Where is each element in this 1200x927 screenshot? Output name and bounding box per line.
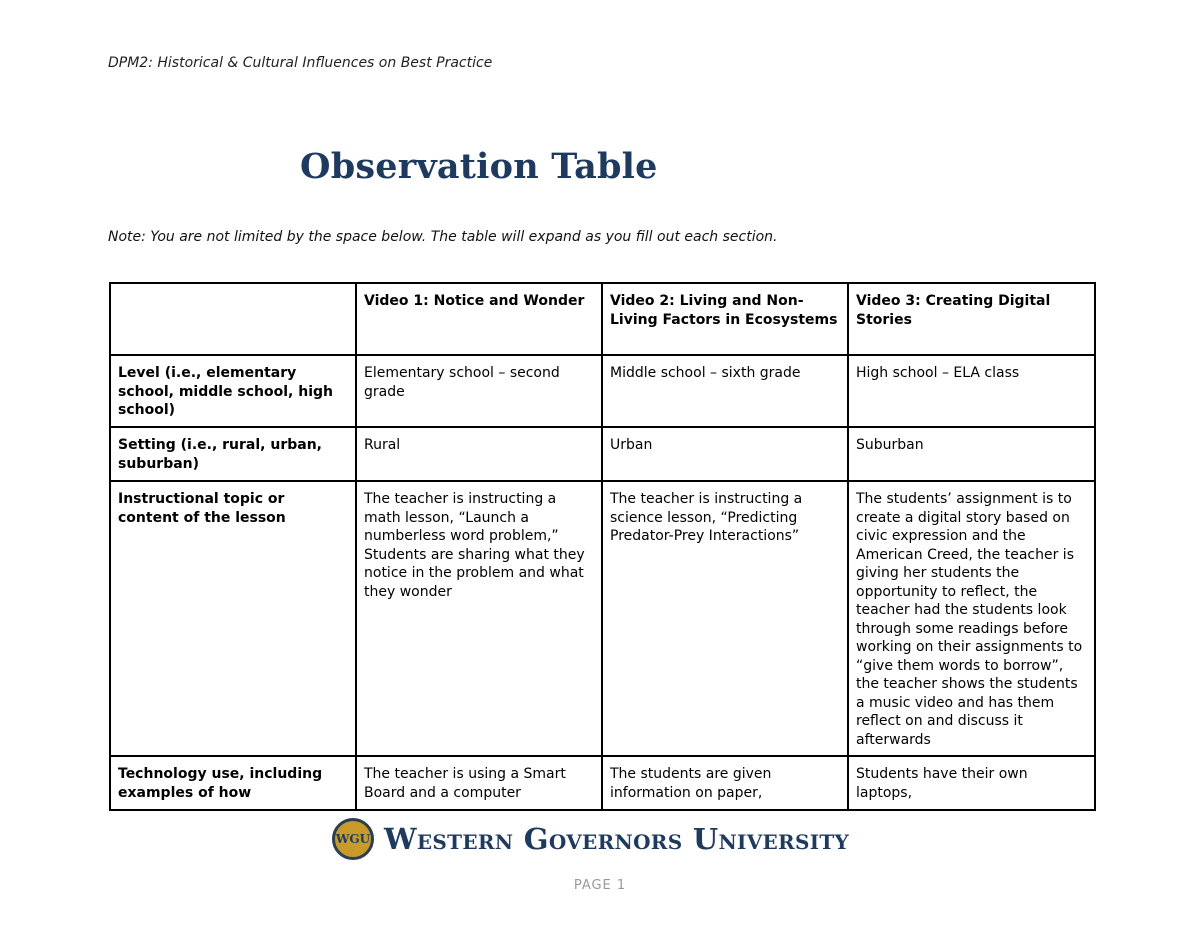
table-cell: Students have their own laptops, (848, 756, 1095, 810)
table-cell: The teacher is instructing a science lesson, “Predicting Predator-Prey Interactions” (602, 481, 848, 756)
table-cell: High school – ELA class (848, 355, 1095, 427)
table-cell: Suburban (848, 427, 1095, 481)
table-row (110, 355, 1095, 427)
column-header-video-2: Video 2: Living and Non-Living Factors in Ecosystems (602, 283, 848, 355)
page-number: PAGE 1 (573, 878, 627, 893)
column-header-video-1: Video 1: Notice and Wonder (356, 283, 602, 355)
table-corner-cell (110, 283, 356, 355)
observation-table (109, 282, 1096, 811)
row-label-technology-use: Technology use, including examples of how (110, 756, 356, 810)
table-row (110, 756, 1095, 810)
university-wordmark: Western Governors University (384, 822, 850, 856)
table-cell: The students are given information on paper, (602, 756, 848, 810)
seal-text: WGU (335, 832, 371, 846)
table-cell: Urban (602, 427, 848, 481)
table-row (110, 481, 1095, 756)
document-header: DPM2: Historical & Cultural Influences on Best Practice (108, 55, 493, 71)
table-cell: Elementary school – second grade (356, 355, 602, 427)
row-label-setting: Setting (i.e., rural, urban, suburban) (110, 427, 356, 481)
table-header-row (110, 283, 1095, 355)
table-cell: The teacher is using a Smart Board and a computer (356, 756, 602, 810)
table-row (110, 427, 1095, 481)
university-seal-icon (332, 818, 374, 860)
table-cell: The students’ assignment is to create a digital story based on civic expression and the American Creed, the teacher is giving her students the opportunity to reflect, the teacher had the students look through some readings before working on their assignments to “give them words to borrow”, the teacher shows the students a music video and has them reflect on and discuss it afterwards (848, 481, 1095, 756)
row-label-level: Level (i.e., elementary school, middle school, high school) (110, 355, 356, 427)
page-title: Observation Table (300, 146, 658, 187)
row-label-instructional-topic: Instructional topic or content of the lesson (110, 481, 356, 756)
instruction-note: Note: You are not limited by the space below. The table will expand as you fill out each section. (108, 229, 778, 245)
table-cell: The teacher is instructing a math lesson, “Launch a numberless word problem,” Students are sharing what they notice in the problem and what they wonder (356, 481, 602, 756)
university-logo (332, 816, 849, 862)
column-header-video-3: Video 3: Creating Digital Stories (848, 283, 1095, 355)
table-cell: Rural (356, 427, 602, 481)
table-cell: Middle school – sixth grade (602, 355, 848, 427)
